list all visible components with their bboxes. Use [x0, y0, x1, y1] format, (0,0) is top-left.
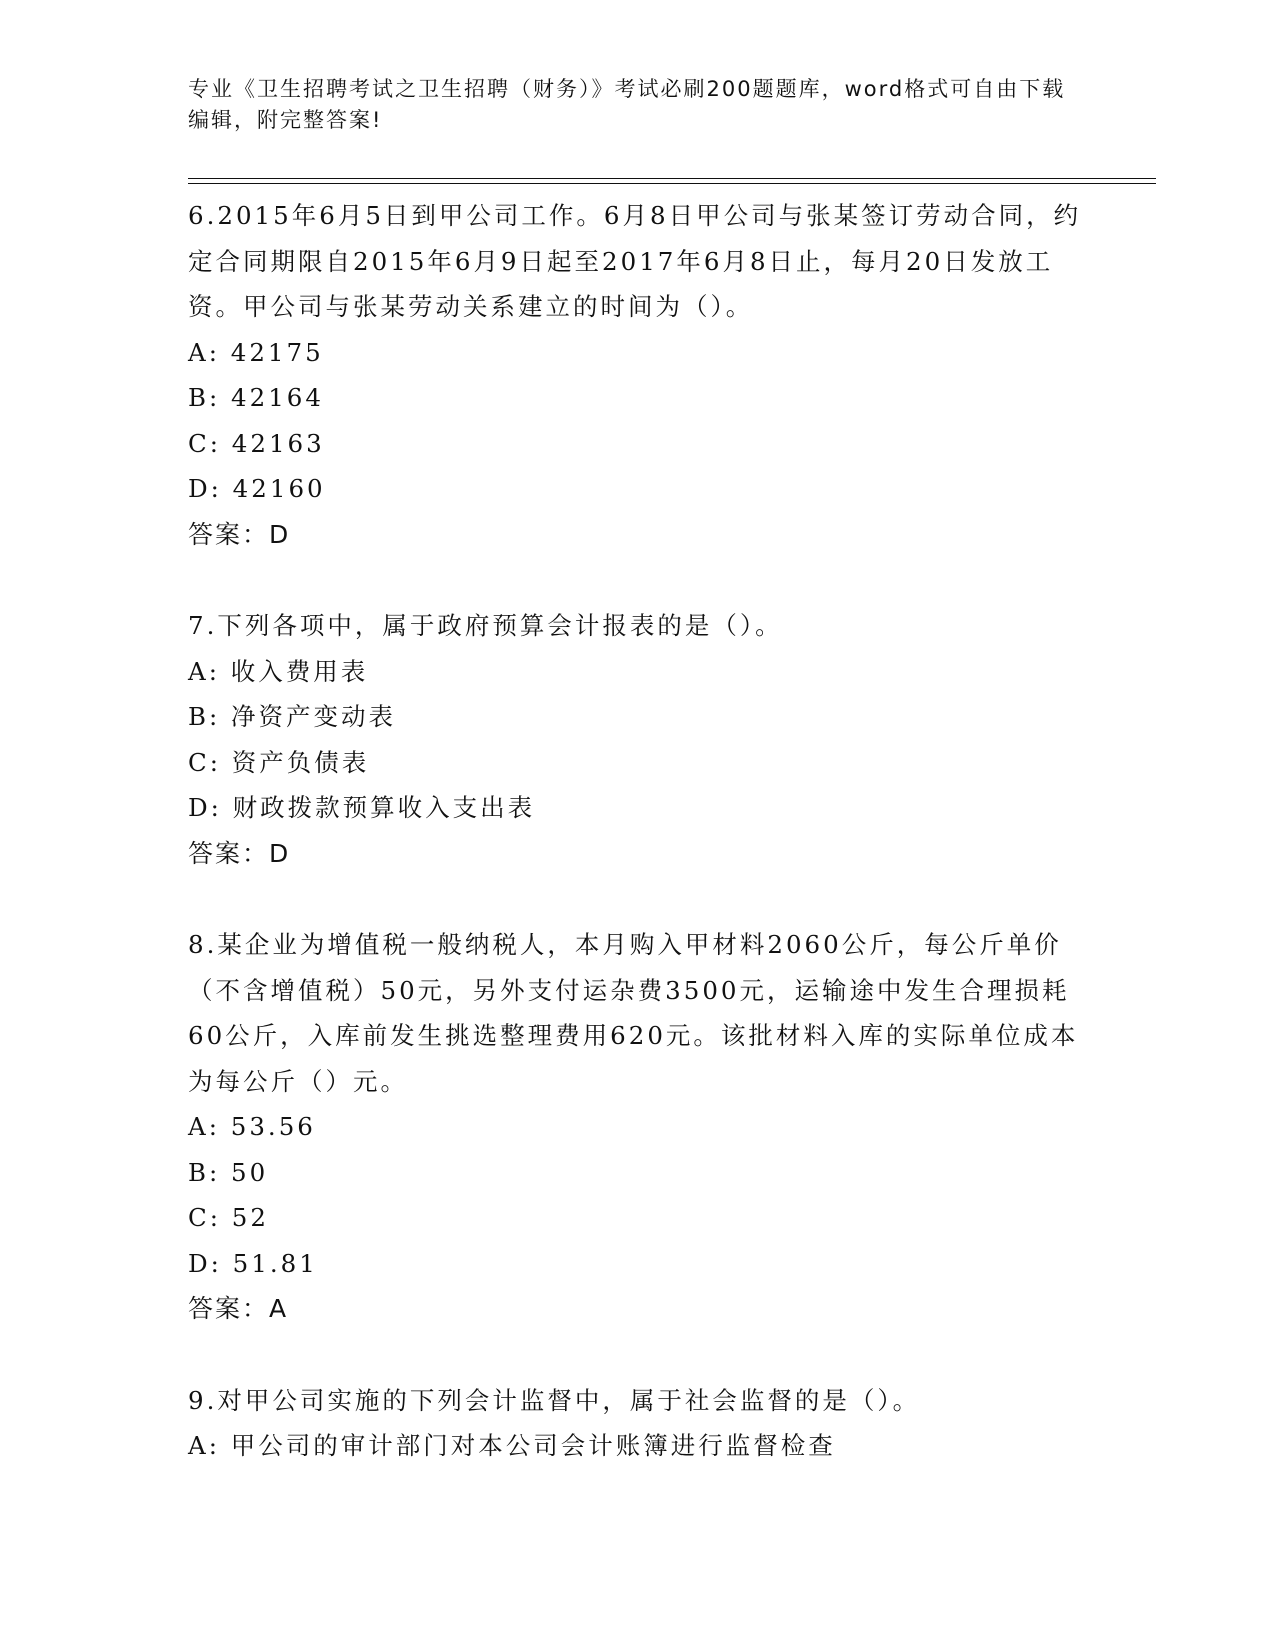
option-d: D: 51.81 [188, 1248, 318, 1278]
header-divider-top [188, 178, 1156, 179]
question-list [188, 193, 1088, 1515]
question-stem: 9.对甲公司实施的下列会计监督中，属于社会监督的是（）。 [188, 1385, 921, 1415]
option-c: C: 资产负债表 [188, 747, 370, 777]
option-d: D: 42160 [188, 474, 326, 503]
option-b: B: 净资产变动表 [188, 702, 397, 731]
document-header [188, 74, 1068, 136]
option-b: B: 42164 [188, 383, 324, 412]
question-6 [188, 193, 1088, 557]
option-b: B: 50 [188, 1157, 269, 1187]
question-stem: 7.下列各项中，属于政府预算会计报表的是（）。 [188, 611, 783, 640]
option-d: D: 财政拨款预算收入支出表 [188, 793, 536, 822]
option-a: A: 甲公司的审计部门对本公司会计账簿进行监督检查 [188, 1431, 836, 1460]
option-a: A: 53.56 [188, 1112, 316, 1141]
question-stem: 6.2015年6月5日到甲公司工作。6月8日甲公司与张某签订劳动合同，约定合同期限自2015年6月9日起至2017年6月8日止，每月20日发放工资。甲公司与张某劳动关系建立的时间为（）。 [188, 201, 1082, 321]
option-a: A: 收入费用表 [188, 656, 369, 686]
question-8 [188, 922, 1088, 1332]
option-a: A: 42175 [188, 337, 324, 367]
option-c: C: 42163 [188, 428, 325, 458]
question-stem: 8.某企业为增值税一般纳税人，本月购入甲材料2060公斤，每公斤单价（不含增值税）50元，另外支付运杂费3500元，运输途中发生合理损耗60公斤，入库前发生挑选整理费用620元。该批材料入库的实际单位成本为每公斤（）元。 [188, 930, 1079, 1096]
answer-line: 答案：D [188, 519, 291, 549]
question-7 [188, 603, 1088, 876]
document-title: 专业《卫生招聘考试之卫生招聘（财务）》考试必刷200题题库，word格式可自由下载编辑，附完整答案! [188, 77, 1066, 132]
header-divider-bottom [188, 183, 1156, 184]
answer-line: 答案：D [188, 838, 291, 868]
question-9 [188, 1378, 1088, 1469]
answer-line: 答案：A [188, 1294, 289, 1323]
option-c: C: 52 [188, 1203, 269, 1232]
